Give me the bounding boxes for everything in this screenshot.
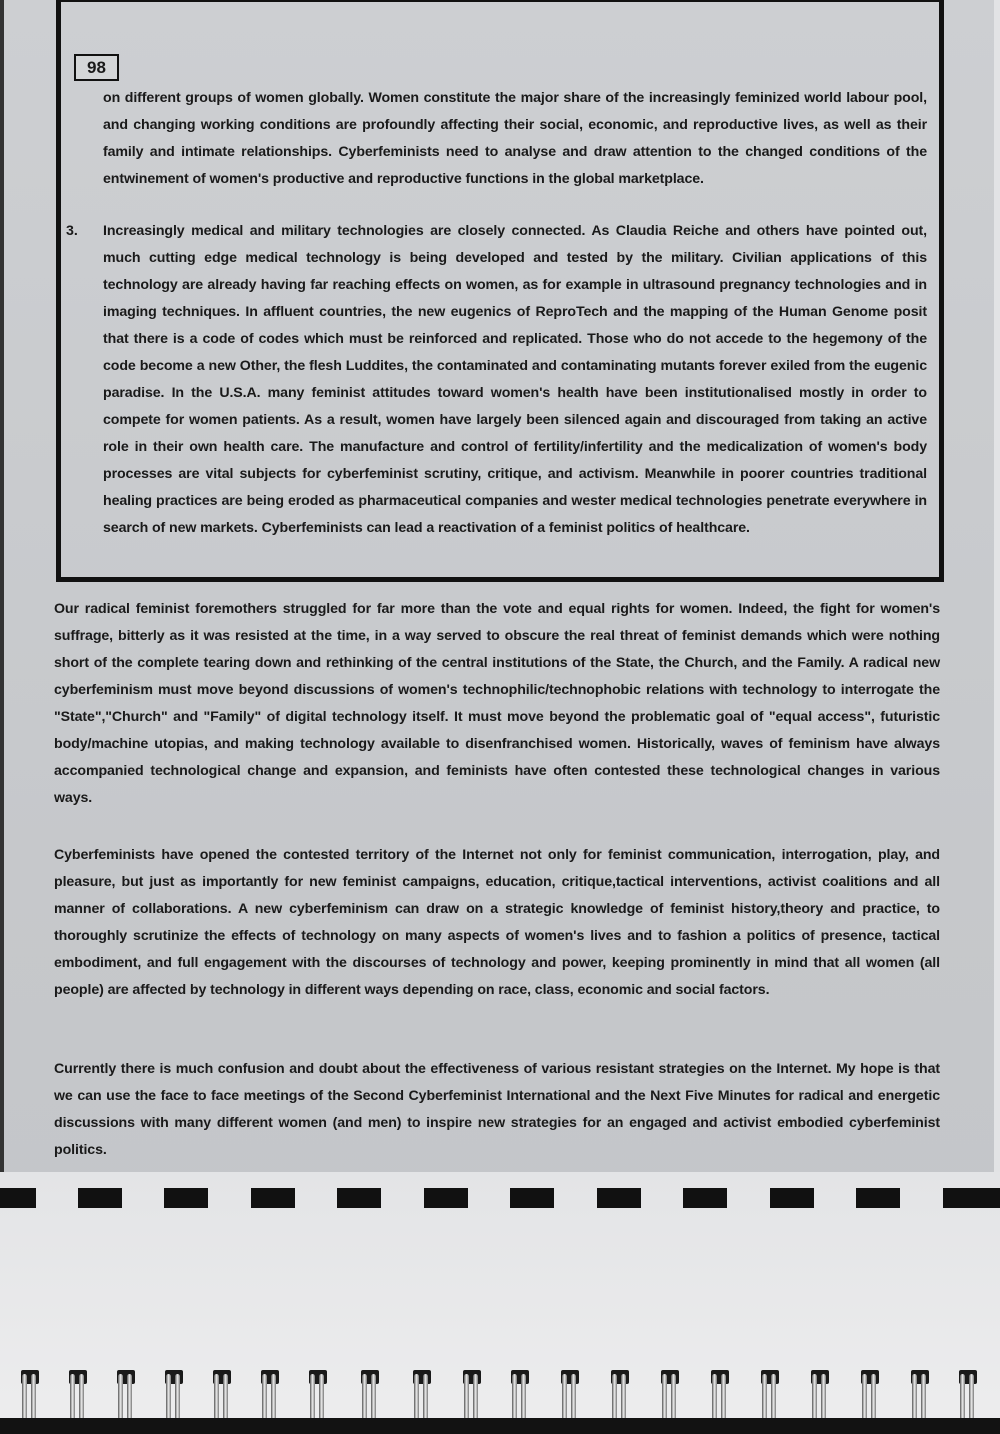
divider-dash [78, 1188, 122, 1208]
binding-ring-icon [114, 1370, 138, 1420]
binding-ring-icon [306, 1370, 330, 1420]
divider-dash [164, 1188, 208, 1208]
binding-ring-icon [558, 1370, 582, 1420]
binding-ring-icon [460, 1370, 484, 1420]
binding-ring-icon [358, 1370, 382, 1420]
divider-dash [770, 1188, 814, 1208]
binding-ring-icon [658, 1370, 682, 1420]
binding-ring-icon [508, 1370, 532, 1420]
paragraph-2: Cyberfeminists have opened the contested territory of the Internet not only for feminist communication, interrogation, play, and pleasure, but just as importantly for new feminist campaigns, education, critique,tactical interventions, activist coalitions and all manner of collaborations. A new cyberfeminism can draw on a strategic knowledge of feminist history,theory and practice, to thoroughly scrutinize the effects of technology on many aspects of women's lives and to fashion a politics of presence, tactical embodiment, and full engagement with the discourses of technology and power, keeping prominently in mind that all women (all people) are affected by technology in different ways depending on race, class, economic and social factors. [54, 847, 940, 998]
binding-ring-icon [708, 1370, 732, 1420]
divider-dash [597, 1188, 641, 1208]
divider-dash [424, 1188, 468, 1208]
divider-dash [683, 1188, 727, 1208]
binding-ring-icon [18, 1370, 42, 1420]
dashed-divider [0, 1188, 1000, 1210]
binding-ring-icon [858, 1370, 882, 1420]
binding-ring-icon [908, 1370, 932, 1420]
binding-ring-icon [66, 1370, 90, 1420]
paragraph-1: Our radical feminist foremothers struggled for far more than the vote and equal rights for women. Indeed, the fight for women's suffrage, bitterly as it was resisted at the time, in a way served to obscure the real threat of feminist demands which were nothing short of the complete tearing down and rethinking of the central institutions of the State, the Church, and the Family. A radical new cyberfeminism must move beyond discussions of women's technophilic/technophobic relations with technology to interrogate the "State","Church" and "Family" of digital technology itself. It must move beyond the problematic goal of "equal access", futuristic body/machine utopias, and making technology available to disenfranchised women. Historically, waves of feminism have always accompanied technological change and expansion, and feminists have often contested these technological changes in various ways. [54, 601, 940, 806]
list-item-number: 3. [66, 223, 78, 239]
divider-dash [510, 1188, 554, 1208]
binding-ring-icon [162, 1370, 186, 1420]
list-item-text: Increasingly medical and military technologies are closely connected. As Claudia Reiche and others have pointed out, much cutting edge medical technology is being developed and tested by the military. Civilian applications of this technology are already having far reaching effects on women, as for example in ultrasound pregnancy technologies and in imaging techniques. In affluent countries, the new eugenics of ReproTech and the mapping of the Human Genome posit that there is a code of codes which must be reinforced and replicated. Those who do not accede to the hegemony of the code become a new Other, the flesh Luddites, the contaminated and contaminating mutants forever exiled from the eugenic paradise. In the U.S.A. many feminist attitudes toward women's health have been institutionalised mostly in order to compete for women patients. As a result, women have largely been silenced again and discouraged from taking an active role in their own health care. The manufacture and control of fertility/infertility and the medicalization of women's body processes are vital subjects for cyberfeminist scrutiny, critique, and activism. Meanwhile in poorer countries traditional healing practices are being eroded as pharmaceutical companies and wester medical technologies penetrate everywhere in search of new markets. Cyberfeminists can lead a reactivation of a feminist politics of healthcare. [103, 223, 927, 536]
binding-ring-icon [410, 1370, 434, 1420]
binding-ring-icon [758, 1370, 782, 1420]
paragraph-3: Currently there is much confusion and doubt about the effectiveness of various resistant strategies on the Internet. My hope is that we can use the face to face meetings of the Second Cyberfeminist International and the Next Five Minutes for radical and energetic discussions with many different women (and men) to inspire new strategies for an engaged and activist embodied cyberfeminist politics. [54, 1061, 940, 1158]
binding-ring-icon [608, 1370, 632, 1420]
divider-dash [943, 1188, 1000, 1208]
divider-dash [251, 1188, 295, 1208]
divider-dash [0, 1188, 36, 1208]
bottom-shadow-bar [0, 1418, 1000, 1434]
box-continuation-text: on different groups of women globally. Women constitute the major share of the increasingly feminized world labour pool, and changing working conditions are profoundly affecting their social, economic, and reproductive lives, as well as their family and intimate relationships. Cyberfeminists need to analyse and draw attention to the changed conditions of the entwinement of women's productive and reproductive functions in the global marketplace. [103, 90, 927, 187]
divider-dash [337, 1188, 381, 1208]
divider-dash [856, 1188, 900, 1208]
page-number: 98 [74, 54, 119, 81]
binding-ring-icon [956, 1370, 980, 1420]
binding-ring-icon [808, 1370, 832, 1420]
binding-ring-icon [258, 1370, 282, 1420]
binding-ring-icon [210, 1370, 234, 1420]
